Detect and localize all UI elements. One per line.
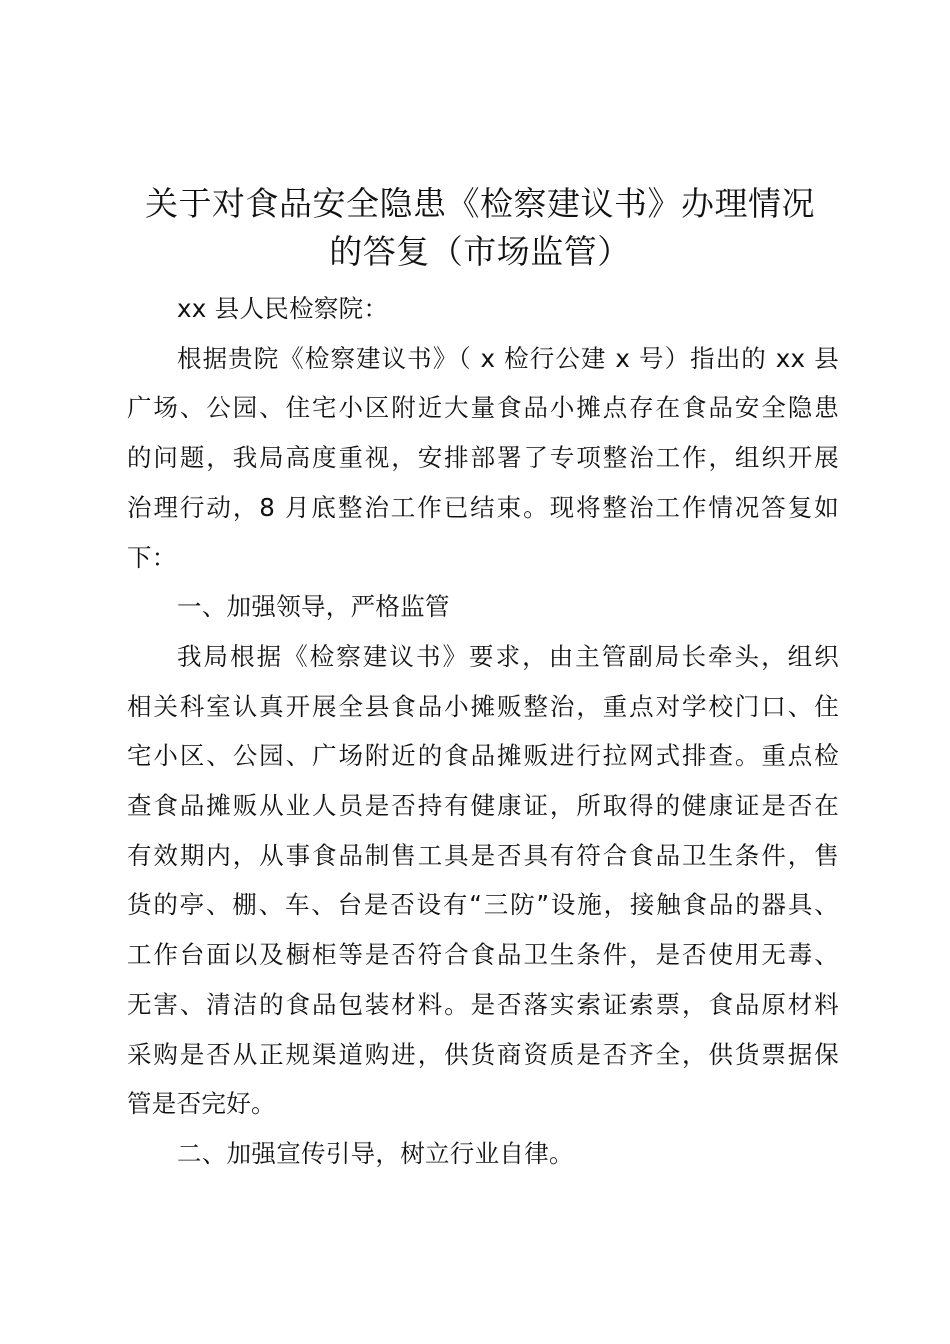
paragraph-line: 采购是否从正规渠道购进，供货商资质是否齐全，供货票据保 <box>127 1039 839 1069</box>
paragraph-line: 工作台面以及橱柜等是否符合食品卫生条件，是否使用无毒、 <box>127 940 839 970</box>
paragraph-line: 广场、公园、住宅小区附近大量食品小摊点存在食品安全隐患 <box>127 393 839 423</box>
section-heading-2: 二、加强宣传引导，树立行业自律。 <box>177 1138 574 1168</box>
paragraph-line: 我局根据《检察建议书》要求，由主管副局长牵头，组织 <box>177 641 839 671</box>
section-heading-1: 一、加强领导，严格监管 <box>177 592 450 622</box>
paragraph-line: 宅小区、公园、广场附近的食品摊贩进行拉网式排查。重点检 <box>127 741 839 771</box>
paragraph-line: 有效期内，从事食品制售工具是否具有符合食品卫生条件，售 <box>127 840 839 870</box>
title-line-1: 关于对食品安全隐患《检察建议书》办理情况 <box>145 184 815 223</box>
paragraph-line: 的问题，我局高度重视，安排部署了专项整治工作，组织开展 <box>127 443 839 473</box>
paragraph-line: 根据贵院《检察建议书》（ x 检行公建 x 号）指出的 xx 县 <box>177 343 839 373</box>
paragraph-line: 管是否完好。 <box>127 1089 276 1119</box>
paragraph-2 <box>127 632 839 1129</box>
paragraph-line: 查食品摊贩从业人员是否持有健康证，所取得的健康证是否在 <box>127 791 839 821</box>
document-body <box>127 284 839 1179</box>
paragraph-1 <box>127 334 839 583</box>
paragraph-line: 相关科室认真开展全县食品小摊贩整治，重点对学校门口、住 <box>127 691 839 721</box>
paragraph-line: 无害、清洁的食品包装材料。是否落实索证索票，食品原材料 <box>127 989 839 1019</box>
paragraph-line: 治理行动，8 月底整治工作已结束。现将整治工作情况答复如 <box>127 492 839 522</box>
document-title <box>100 180 860 276</box>
paragraph-line: 货的亭、棚、车、台是否设有“三防”设施，接触食品的器具、 <box>127 890 839 920</box>
paragraph-line: 下： <box>127 542 177 572</box>
salutation: xx 县人民检察院： <box>177 294 389 323</box>
title-line-2: 的答复（市场监管） <box>329 232 631 271</box>
